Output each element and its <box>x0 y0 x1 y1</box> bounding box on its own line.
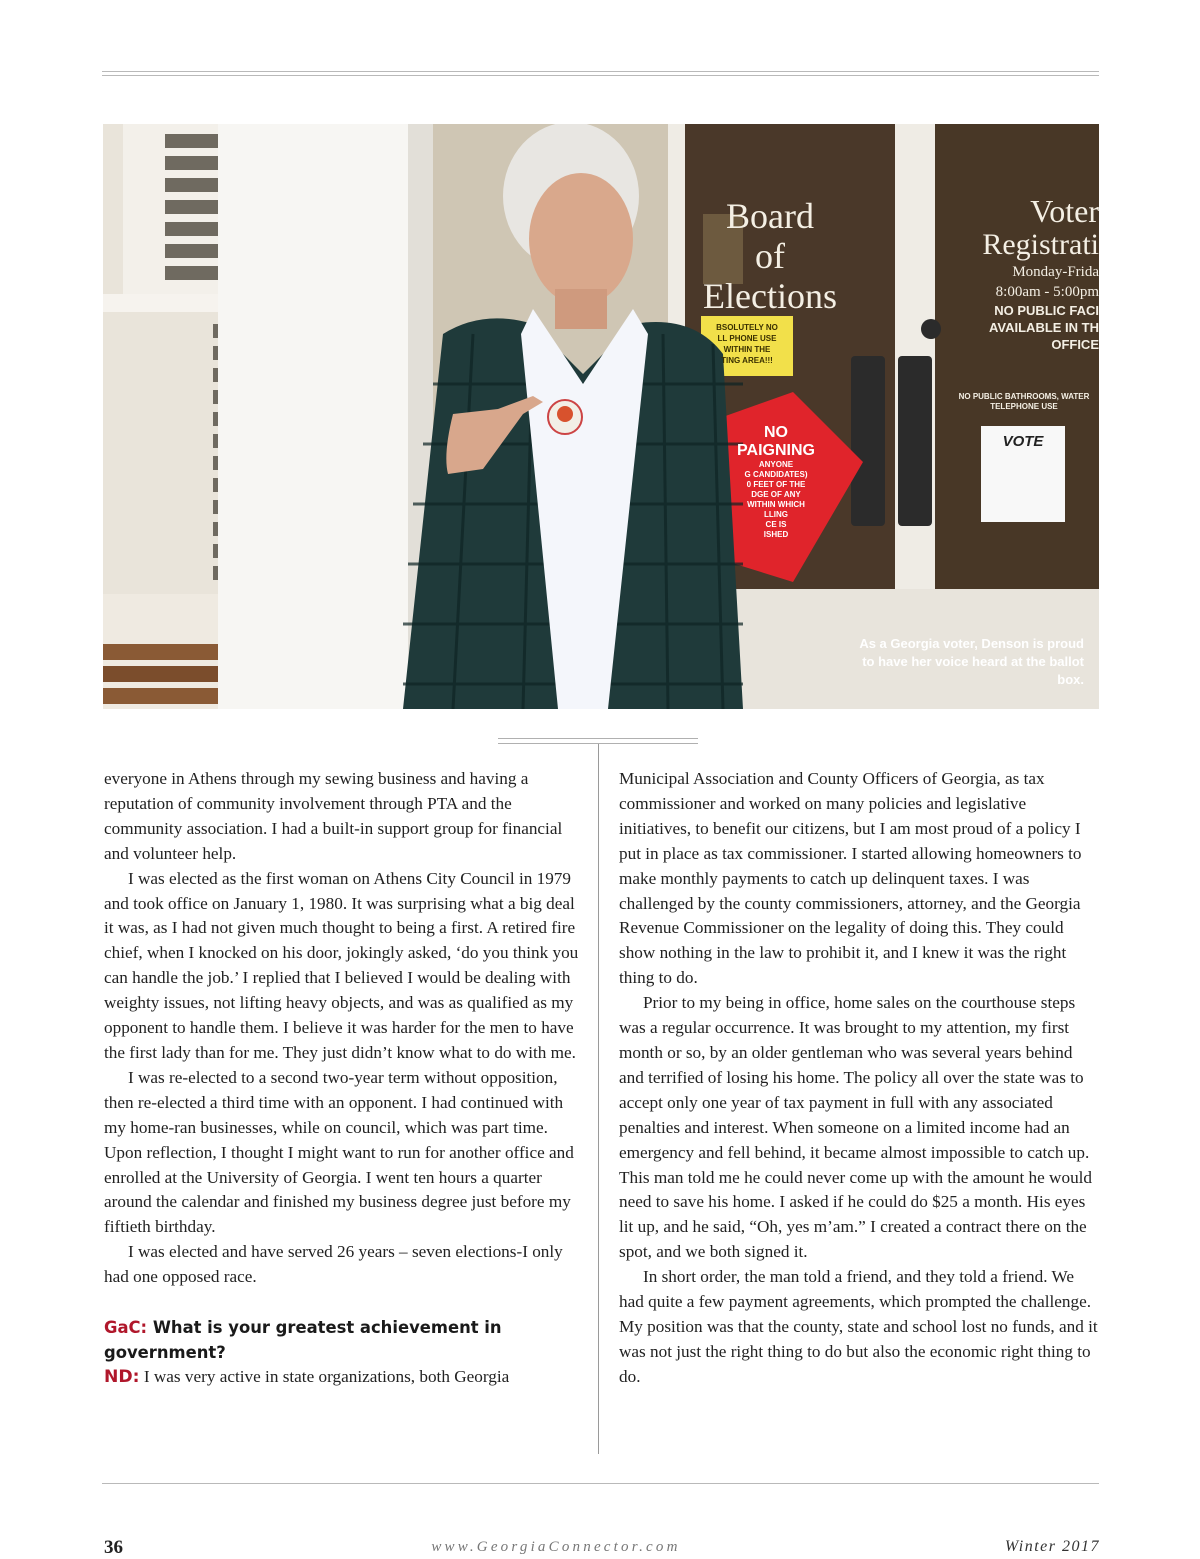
red-sign-line: 0 FEET OF THE <box>746 480 806 489</box>
paragraph: I was elected as the first woman on Athens City Council in 1979 and took office on January 1, 1980. It was surprising what a big deal it was, as I had not given much thought to being a first. A retired fire chief, when I knocked on his door, jokingly asked, ‘do you think you can handle the job.’ I replied that I believed I would be dealing with weighty issues, not lifting heavy objects, and was as qualified as my opponent to handle them. I believe it was harder for the men to have the first lady than for me. They just didn’t know what to do with me. <box>104 868 579 1062</box>
door-sign-line: 8:00am - 5:00pm <box>995 284 1099 300</box>
answer-text: I was very active in state organizations, both Georgia <box>143 1367 510 1387</box>
photo-caption: As a Georgia voter, Denson is proud to have her voice heard at the ballot box. <box>859 636 1084 687</box>
article-column-left <box>104 767 586 1390</box>
question-text: What is your greatest achievement in government? <box>104 1318 502 1363</box>
door-sign-line: OFFICE <box>1051 337 1099 352</box>
header-rule <box>102 71 1099 72</box>
photo-illustration <box>103 124 1099 709</box>
question-tag: GaC: <box>104 1318 148 1338</box>
yellow-sign-line: WITHIN THE <box>723 345 771 354</box>
interview-answer <box>104 1365 586 1390</box>
door-notice: NO PUBLIC BATHROOMS, WATER TELEPHONE USE <box>958 392 1090 411</box>
issue-label: Winter 2017 <box>1004 1538 1100 1555</box>
header-rule-secondary <box>102 75 1099 76</box>
paragraph: everyone in Athens through my sewing business and having a reputation of community involvement through PTA and the community association. I had a built-in support group for financial and volunteer help. <box>104 769 563 863</box>
door-sign-line: AVAILABLE IN TH <box>988 320 1099 335</box>
column-divider <box>598 744 599 1454</box>
footer-rule <box>102 1483 1099 1484</box>
yellow-sign-line: TING AREA!!! <box>721 356 773 365</box>
red-sign-line: ANYONE <box>758 460 794 469</box>
red-sign-line: PAIGNING <box>737 442 815 459</box>
paragraph: Municipal Association and County Officers of Georgia, as tax commissioner and worked on many policies and legislative initiatives, to benefit our citizens, but I am most proud of a policy I put in place as tax commissioner. I started allowing homeowners to make monthly payments to catch up delinquent taxes. I was challenged by the county commissioners, attorney, and the Georgia Revenue Commissioner on the legality of doing this. They could show nothing in the law to prohibit it, and I knew it was the right thing to do. <box>619 769 1082 988</box>
red-sign-line: G CANDIDATES) <box>744 470 808 479</box>
door-sign-line: of <box>755 236 785 276</box>
red-sign-line: NO <box>764 424 788 441</box>
door-sign-line: Elections <box>703 276 837 316</box>
answer-tag: ND: <box>104 1367 140 1388</box>
article-column-right <box>619 767 1101 1390</box>
door-sign-line: NO PUBLIC FACI <box>994 303 1099 318</box>
yellow-sign-line: LL PHONE USE <box>717 334 777 343</box>
yellow-sign-line: BSOLUTELY NO <box>716 323 778 332</box>
door-sign-line: Board <box>726 196 814 236</box>
red-sign-line: DGE OF ANY <box>751 490 801 499</box>
interview-question <box>104 1315 586 1365</box>
column-divider-top <box>498 738 698 739</box>
feature-photo <box>103 124 1099 709</box>
red-sign-line: ISHED <box>763 530 789 539</box>
website-link[interactable]: www.GeorgiaConnector.com <box>431 1539 681 1555</box>
paragraph: In short order, the man told a friend, and they told a friend. We had quite a few payment agreements, which prompted the challenge. My position was that the county, state and school lost no funds, and it was not just the right thing to do but also the economic right thing to do. <box>619 1267 1098 1386</box>
red-sign-line: WITHIN WHICH <box>747 500 805 509</box>
paragraph: Prior to my being in office, home sales on the courthouse steps was a regular occurrence. It was brought to my attention, my first month or so, by an older gentleman who was several years behind and terrified of losing his home. The policy all over the state was to accept only one year of tax payment in full with any associated penalties and interest. When someone on a limited income had an emergency and fell behind, it became almost impossible to catch up. This man told me he could never come up with the amount he would need to save his home. I asked if he could do $25 a month. His eyes lit up, and he said, “Oh, yes m’am.” I created a contract there on the spot, and we both signed it. <box>619 993 1093 1262</box>
door-sign-line: Monday-Frida <box>1012 264 1099 280</box>
door-sign-line: Voter <box>1030 194 1099 229</box>
paragraph: I was elected and have served 26 years – seven elections-I only had one opposed race. <box>104 1242 563 1287</box>
page-number: 36 <box>104 1537 123 1558</box>
vote-sign: VOTE <box>1002 433 1044 450</box>
red-sign-line: CE IS <box>765 520 787 529</box>
red-sign-line: LLING <box>764 510 788 519</box>
paragraph: I was re-elected to a second two-year term without opposition, then re-elected a third time with an opponent. I had continued with my home-ran businesses, while on council, which was part time. Upon reflection, I thought I might want to run for another office and enrolled at the University of Georgia. I went ten hours a quarter around the calendar and finished my business degree just before my fiftieth birthday. <box>104 1067 574 1237</box>
door-sign-line: Registrati <box>982 228 1099 261</box>
